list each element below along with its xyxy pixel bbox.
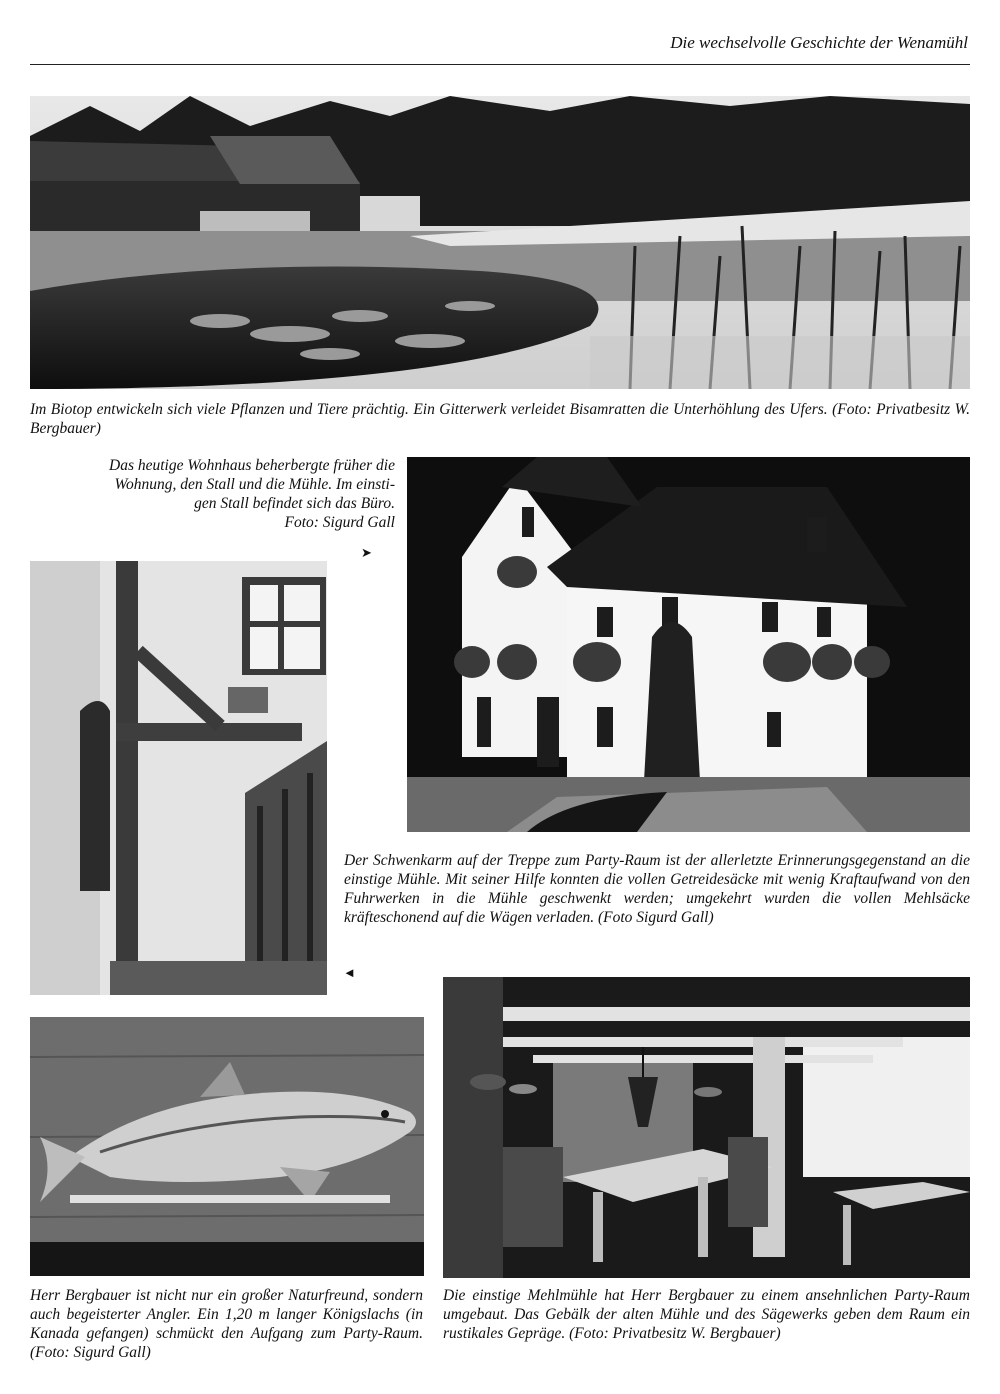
arrow-left-icon: ◄ [343, 965, 356, 980]
running-header: Die wechselvolle Geschichte der Wenamühl [670, 33, 968, 52]
photo-partyraum [443, 977, 970, 1278]
caption-wohnhaus [30, 456, 395, 532]
caption-biotop: Im Biotop entwickeln sich viele Pflanzen und Tiere prächtig. Ein Gitterwerk verleidet Bisamratten die Unterhöhlung des Ufers. (Foto: Privatbesitz W. Bergbauer) [30, 401, 970, 437]
photo-treppe [30, 561, 327, 995]
caption-wohnhaus-credit: Foto: Sigurd Gall [284, 514, 395, 531]
caption-schwenkarm: Der Schwenkarm auf der Treppe zum Party-Raum ist der allerletzte Erinnerungsgegenstand an die einstige Mühle. Mit seiner Hilfe konnten die vollen Getreidesäcke mit wenig Kraftaufwand von den Fuhrwerken in die Mühle geschwenkt werden; umgekehrt wurden die vollen Mehlsäcke kräfteschonend auf die Wägen verladen. (Foto Sigurd Gall) [344, 852, 970, 926]
caption-partyraum: Die einstige Mehlmühle hat Herr Bergbauer zu einem ansehnlichen Party-Raum umgebaut. Das Gebälk der alten Mühle und des Sägewerks geben dem Raum ein rustikales Gepräge. (Foto: Privatbesitz W. Bergbauer) [443, 1287, 970, 1342]
caption-lachs: Herr Bergbauer ist nicht nur ein großer Naturfreund, sondern auch begeisterter Angler. Ein 1,20 m langer Königslachs (in Kanada gefangen) schmückt den Aufgang zum Party-Raum. (Foto: Sigurd Gall) [30, 1287, 423, 1361]
caption-wohnhaus-line: Das heutige Wohnhaus beherbergte früher die [109, 457, 395, 474]
caption-wohnhaus-line: gen Stall befindet sich das Büro. [194, 495, 395, 512]
photo-wohnhaus [407, 457, 970, 832]
arrow-right-icon: ➤ [361, 545, 372, 560]
photo-biotop [30, 96, 970, 389]
header-rule [30, 64, 970, 65]
caption-wohnhaus-line: Wohnung, den Stall und die Mühle. Im einsti- [114, 476, 395, 493]
photo-lachs [30, 1017, 424, 1276]
